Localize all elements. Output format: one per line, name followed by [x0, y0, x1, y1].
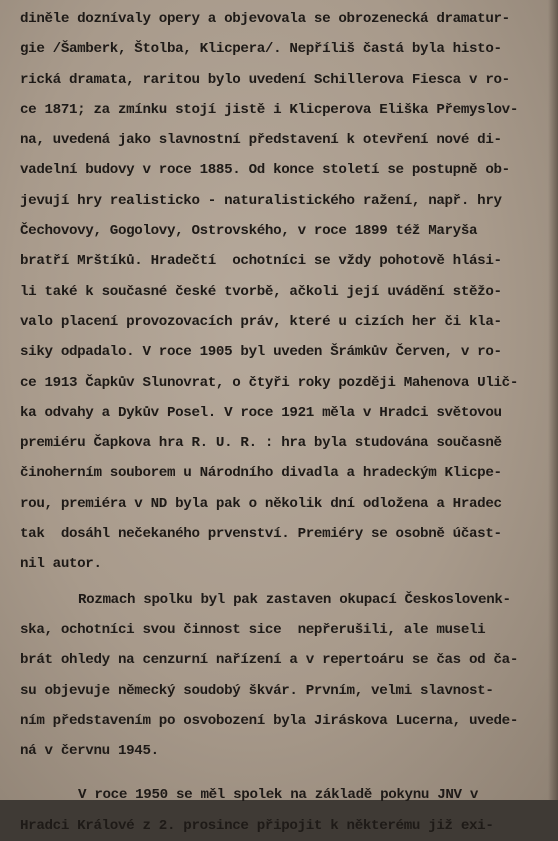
text-line: ce 1871; za zmínku stojí jistě i Klicperova Eliška Přemyslov- [20, 101, 518, 118]
text-line: Čechovovy, Gogolovy, Ostrovského, v roce 1899 též Maryša [20, 223, 478, 240]
text-line: gie /Šamberk, Štolba, Klicpera/. Nepříliš častá byla histo- [20, 41, 502, 58]
text-line: ce 1913 Čapkův Slunovrat, o čtyři roky později Mahenova Ulič- [20, 374, 518, 391]
text-line: ním představením po osvobození byla Jiráskova Lucerna, uvede- [20, 712, 518, 729]
text-line: ska, ochotníci svou činnost sice nepřerušili, ale museli [20, 621, 486, 638]
paragraph-2 [20, 585, 545, 767]
text-line: diněle doznívaly opery a objevovala se obrozenecká dramatur- [20, 11, 510, 27]
text-line: jevují hry realisticko - naturalistického ražení, např. hry [20, 192, 502, 209]
text-line: li také k současné české tvorbě, ačkoli její uvádění stěžo- [20, 283, 502, 300]
text-line: Rozmach spolku byl pak zastaven okupací Českoslovenk- [78, 591, 511, 608]
text-line: premiéru Čapkova hra R. U. R. : hra byla studována současně [20, 435, 502, 452]
text-line: Hradci Králové z 2. prosince připojit k některému již exi- [20, 817, 494, 834]
text-line: brát ohledy na cenzurní nařízení a v repertoáru se čas od ča- [20, 652, 518, 669]
text-line: činoherním souborem u Národního divadla a hradeckým Klicpe- [20, 465, 502, 482]
text-line: na, uvedená jako slavnostní představení k otevření nové di- [20, 132, 502, 149]
text-line: su objevuje německý soudobý škvár. Prvním, velmi slavnost- [20, 682, 494, 699]
text-line: bratří Mrštíků. Hradečtí ochotníci se vždy pohotově hlási- [20, 253, 502, 270]
text-line: vadelní budovy v roce 1885. Od konce století se postupně ob- [20, 162, 510, 179]
paragraph-3 [20, 780, 545, 841]
text-line: V roce 1950 se měl spolek na základě pokynu JNV v [78, 787, 479, 804]
text-line: siky odpadalo. V roce 1905 byl uveden Šrámkův Červen, v ro- [20, 344, 502, 361]
document-body [20, 4, 545, 841]
text-line: ná v červnu 1945. [20, 743, 159, 760]
text-line: ka odvahy a Dykův Posel. V roce 1921 měla v Hradci světovou [20, 404, 502, 421]
text-line: rická dramata, raritou bylo uvedení Schillerova Fiesca v ro- [20, 71, 510, 88]
text-line: nil autor. [20, 556, 102, 573]
text-line: rou, premiéra v ND byla pak o několik dní odložena a Hradec [20, 495, 502, 512]
text-line: tak dosáhl nečekaného prvenství. Premiéry se osobně účast- [20, 526, 502, 543]
page-edge-shadow [548, 0, 558, 800]
paragraph-1 [20, 4, 545, 580]
text-line: valo placení provozovacích práv, které u cizích her či kla- [20, 313, 502, 330]
